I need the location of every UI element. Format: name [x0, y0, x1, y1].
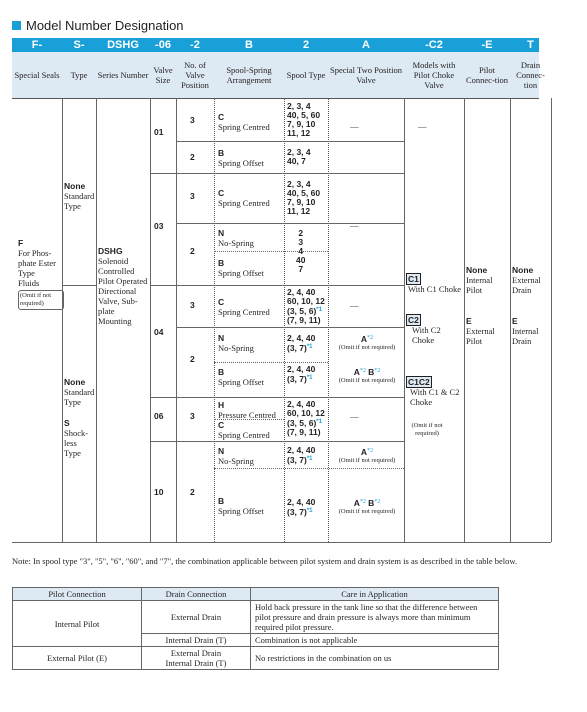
footnote-mark: *1 — [316, 419, 322, 425]
footnote-mark: *1 — [306, 344, 313, 350]
spring-desc: Spring Centred — [218, 198, 270, 208]
spool-entry: (3, 7) — [287, 507, 307, 517]
pilot-desc: Internal Pilot — [466, 275, 493, 295]
pilot-internal-cell — [466, 265, 510, 295]
type-shockless-cell — [64, 418, 94, 458]
spring-code: B — [218, 148, 225, 158]
spool-list — [287, 365, 315, 384]
desc-series: Series Number — [97, 70, 149, 80]
row-separator — [150, 397, 404, 398]
row-separator — [150, 441, 404, 442]
grid-line — [62, 98, 63, 542]
seals-desc: For Phos-phate Ester Type Fluids — [18, 248, 56, 288]
spool-entry: 2, 4, 40 — [287, 364, 316, 374]
desc-pilot: Pilot Connec-tion — [465, 65, 509, 85]
spool-list — [287, 102, 320, 138]
spring-b-spring-offset — [218, 367, 264, 387]
grid-line — [551, 98, 552, 542]
spool-entry: (3, 7) — [287, 343, 307, 353]
type-code: S — [64, 418, 70, 428]
spool-entry: 11, 12 — [287, 206, 311, 216]
special-a-cell — [331, 446, 403, 465]
choke-dash: — — [418, 121, 427, 131]
care-table — [12, 587, 499, 670]
spring-desc: Spring Centred — [218, 122, 270, 132]
spring-c-spring-centred — [218, 112, 270, 132]
choke-code: C1 — [408, 274, 419, 284]
size-01: 01 — [154, 127, 164, 137]
size-06: 06 — [154, 411, 164, 421]
code-series: DSHG — [107, 39, 139, 51]
spool-entry: (3, 7) — [287, 374, 307, 384]
series-cell — [98, 246, 148, 326]
type-desc: Standard Type — [64, 191, 95, 211]
special-dash: — — [350, 121, 359, 131]
position-value: 3 — [190, 115, 195, 125]
code-position: -2 — [190, 39, 200, 51]
spring-desc: Spring Offset — [218, 506, 264, 516]
spring-n-no-spring — [218, 446, 254, 466]
desc-special: Special Two Position Valve — [330, 65, 402, 85]
header-pilot-connection: Pilot Connection — [13, 588, 142, 601]
spool-list — [287, 446, 315, 465]
code-pilot: -E — [481, 39, 493, 51]
row-separator — [150, 285, 404, 286]
header-care: Care in Application — [251, 588, 499, 601]
cell-external-drain: External Drain — [142, 601, 251, 634]
special-code: A — [353, 367, 360, 377]
spool-entry: 2, 4, 40 — [287, 497, 316, 507]
footnote-mark: *1 — [316, 307, 322, 313]
spool-entry: 40, 7 — [287, 156, 306, 166]
choke-c1-cell — [406, 274, 462, 294]
note-text: Note: In spool type "3", "5", "6", "60", and "7", the combination applicable between pilot system and drain system is as described in the table below. — [12, 556, 518, 566]
grid-line — [96, 98, 97, 542]
spool-entry: 2, 3, 4 — [287, 147, 311, 157]
spool-list — [296, 229, 305, 274]
desc-type: Type — [70, 70, 88, 80]
position-value: 2 — [190, 354, 195, 364]
spring-b-spring-offset — [218, 258, 264, 278]
code-spring: B — [245, 39, 253, 51]
spool-entry: (3, 5, 6) — [287, 418, 317, 428]
spring-desc: Spring Offset — [218, 377, 264, 387]
special-omit: (Omit if not required) — [338, 344, 396, 351]
spool-entry: (7, 9, 11) — [287, 427, 321, 437]
special-code: A — [360, 447, 368, 457]
position-value: 3 — [190, 300, 195, 310]
grid-dotted-line — [328, 98, 329, 542]
spring-code: C — [218, 297, 225, 307]
spool-entry: 7, 9, 10 — [287, 119, 316, 129]
grid-line — [464, 98, 465, 542]
drain-internal-cell — [512, 316, 550, 346]
cell-internal-pilot: Internal Pilot — [13, 601, 142, 647]
spring-code: C — [218, 188, 225, 198]
spring-code: B — [218, 367, 225, 377]
footnote-mark: *1 — [306, 508, 313, 514]
dotted-separator — [214, 362, 328, 363]
spool-entry: 2, 4, 40 — [287, 399, 316, 409]
position-value: 3 — [190, 411, 195, 421]
spool-entry: 7, 9, 10 — [287, 197, 316, 207]
spring-desc: No-Spring — [218, 238, 254, 248]
spring-n-no-spring — [218, 228, 254, 248]
title-text: Model Number Designation — [26, 18, 184, 33]
cell-care: Combination is not applicable — [251, 634, 499, 647]
spring-h-pressure-centred — [218, 400, 276, 420]
spring-desc: No-Spring — [218, 456, 254, 466]
desc-drain: Drain Connec-tion — [516, 60, 545, 90]
position-value: 2 — [190, 487, 195, 497]
pilot-desc: External Pilot — [466, 326, 495, 346]
code-type: S- — [73, 39, 85, 51]
spool-entry: 40, 5, 60 — [287, 188, 321, 198]
spring-desc: Spring Offset — [218, 158, 264, 168]
spool-entry: 60, 10, 12 — [287, 296, 325, 306]
spring-code: N — [218, 228, 225, 238]
pilot-external-cell — [466, 316, 510, 346]
choke-code: C1C2 — [408, 377, 430, 387]
special-a-cell — [331, 333, 403, 352]
cell-care: No restrictions in the combination on us — [251, 647, 499, 670]
footnote-mark: *1 — [306, 456, 313, 462]
spring-code: C — [218, 420, 225, 430]
choke-c2-cell — [406, 315, 462, 345]
header-drain-connection: Drain Connection — [142, 588, 251, 601]
dotted-separator — [214, 251, 328, 252]
special-dash: — — [350, 300, 359, 310]
series-code: DSHG — [98, 246, 123, 256]
code-spool: 2 — [302, 39, 310, 51]
desc-choke: Models with Pilot Choke Valve — [412, 60, 456, 90]
code-special: A — [362, 39, 370, 51]
drain-code: E — [512, 316, 518, 326]
footnote-mark: *1 — [306, 375, 313, 381]
spool-entry: (3, 7) — [287, 455, 307, 465]
special-ab-cell — [331, 497, 403, 516]
position-value: 2 — [190, 152, 195, 162]
grid-line — [510, 98, 511, 542]
series-desc: Solenoid Controlled Pilot Operated Directional Valve, Sub-plate Mounting — [98, 256, 148, 326]
footnote-mark: *2 — [359, 499, 366, 505]
choke-c1c2-cell — [406, 377, 462, 407]
spool-list — [287, 400, 325, 437]
spring-desc: Spring Centred — [218, 307, 270, 317]
spring-b-spring-offset — [218, 496, 264, 516]
special-code: B — [368, 367, 375, 377]
spring-desc: Spring Offset — [218, 268, 264, 278]
special-omit: (Omit if not required) — [338, 377, 396, 384]
spool-entry: 2, 3, 4 — [287, 101, 311, 111]
type-code: None — [64, 181, 86, 191]
type-desc: Shock-less Type — [64, 428, 89, 458]
position-separator — [176, 141, 404, 142]
spring-n-no-spring — [218, 333, 254, 353]
spring-b-spring-offset — [218, 148, 264, 168]
choke-code: C2 — [408, 315, 419, 325]
spring-code: N — [218, 333, 225, 343]
seals-omit: (Omit if not required) — [18, 290, 64, 310]
spool-list — [287, 148, 311, 166]
spool-entry: 2, 3, 4 — [287, 179, 311, 189]
drain-option: Internal Drain (T) — [165, 658, 227, 668]
grid-dotted-line — [284, 98, 285, 542]
pilot-code: None — [466, 265, 488, 275]
care-table-header — [13, 588, 499, 601]
choke-desc: With C1 & C2 Choke — [410, 387, 460, 407]
spool-entry: 4 — [298, 246, 304, 256]
code-seals: F- — [31, 39, 43, 51]
spring-desc: Spring Centred — [218, 430, 270, 440]
footnote-mark: *2 — [374, 499, 381, 505]
choke-desc: With C2 Choke — [412, 325, 441, 345]
position-value: 2 — [190, 246, 195, 256]
desc-spool: Spool Type — [286, 70, 326, 80]
special-ab-cell — [331, 366, 403, 385]
spool-entry: 60, 10, 12 — [287, 408, 325, 418]
special-code: A — [353, 498, 360, 508]
position-separator — [176, 327, 404, 328]
spool-entry: 3 — [298, 237, 304, 247]
table-row — [13, 601, 499, 634]
grid-line — [150, 98, 151, 542]
dotted-separator — [214, 468, 404, 469]
spring-code: B — [218, 496, 225, 506]
type-standard-cell-2 — [64, 377, 94, 407]
code-choke: -C2 — [425, 39, 443, 51]
seals-cell — [18, 238, 64, 310]
spool-list — [287, 498, 315, 517]
spring-c-spring-centred — [218, 297, 270, 317]
seals-code: F — [18, 238, 24, 248]
position-value: 3 — [190, 191, 195, 201]
spool-list — [287, 288, 325, 325]
spool-entry: 2, 4, 40 — [287, 445, 316, 455]
spool-list — [287, 180, 320, 216]
spool-entry: 11, 12 — [287, 128, 311, 138]
drain-desc: Internal Drain — [512, 326, 539, 346]
type-code: None — [64, 377, 86, 387]
grid-dotted-line — [214, 98, 215, 542]
special-omit: (Omit if not required) — [338, 508, 396, 515]
drain-external-cell — [512, 265, 550, 295]
spring-code: C — [218, 112, 225, 122]
footnote-mark: *2 — [374, 368, 381, 374]
grid-bottom-line — [12, 542, 551, 543]
special-dash: — — [350, 411, 359, 421]
grid-line — [404, 98, 405, 542]
spring-code: H — [218, 400, 225, 410]
pilot-code: E — [466, 316, 472, 326]
spring-c-spring-centred — [218, 420, 270, 440]
special-omit: (Omit if not required) — [338, 457, 396, 464]
cell-care: Hold back pressure in the tank line so that the difference between pilot pressure and drain pressure is always more than minimum required pilot pressure. — [251, 601, 499, 634]
choke-omit: (Omit if not required) — [411, 422, 443, 437]
type-standard-cell — [64, 181, 94, 211]
spool-entry: (7, 9, 11) — [287, 315, 321, 325]
special-code: A — [360, 334, 368, 344]
code-size: -06 — [155, 39, 171, 51]
code-drain: T — [527, 39, 534, 51]
special-code: B — [368, 498, 375, 508]
spring-code: B — [218, 258, 225, 268]
position-separator — [176, 223, 404, 224]
spool-entry: 2 — [298, 228, 304, 238]
spool-entry: 40, 5, 60 — [287, 110, 321, 120]
spring-desc: Pressure Centred — [218, 410, 276, 420]
spring-desc: No-Spring — [218, 343, 254, 353]
row-separator — [150, 173, 404, 174]
title-marker-icon — [12, 21, 21, 30]
drain-code: None — [512, 265, 534, 275]
spring-code: N — [218, 446, 225, 456]
desc-position: No. of Valve Position — [181, 60, 209, 90]
size-03: 03 — [154, 221, 164, 231]
type-separator — [62, 285, 96, 286]
cell-internal-drain: Internal Drain (T) — [142, 634, 251, 647]
spring-c-spring-centred — [218, 188, 270, 208]
page-title — [12, 18, 184, 33]
drain-desc: External Drain — [512, 275, 541, 295]
header-codes-row — [12, 38, 539, 52]
footnote-mark: *2 — [367, 335, 374, 341]
choke-desc: With C1 Choke — [408, 284, 462, 294]
desc-size: Valve Size — [153, 65, 173, 85]
spool-entry: 40 — [296, 255, 306, 265]
spool-list — [287, 334, 315, 353]
drain-option: External Drain — [170, 648, 222, 658]
desc-spring: Spool-Spring Arrangement — [226, 65, 272, 85]
spool-entry: 2, 4, 40 — [287, 287, 316, 297]
type-desc: Standard Type — [64, 387, 95, 407]
desc-seals: Special Seals — [14, 70, 60, 80]
size-10: 10 — [154, 487, 164, 497]
grid-line — [176, 98, 177, 542]
special-dash: — — [350, 220, 359, 230]
cell-external-pilot: External Pilot (E) — [13, 647, 142, 670]
footnote-mark: *2 — [367, 448, 374, 454]
table-row — [13, 647, 499, 670]
footnote-mark: *2 — [359, 368, 366, 374]
spool-entry: 2, 4, 40 — [287, 333, 316, 343]
header-desc-row — [12, 52, 545, 99]
spool-entry: 7 — [298, 264, 304, 274]
size-04: 04 — [154, 327, 164, 337]
cell-drain-both — [142, 647, 251, 670]
spool-entry: (3, 5, 6) — [287, 306, 317, 316]
